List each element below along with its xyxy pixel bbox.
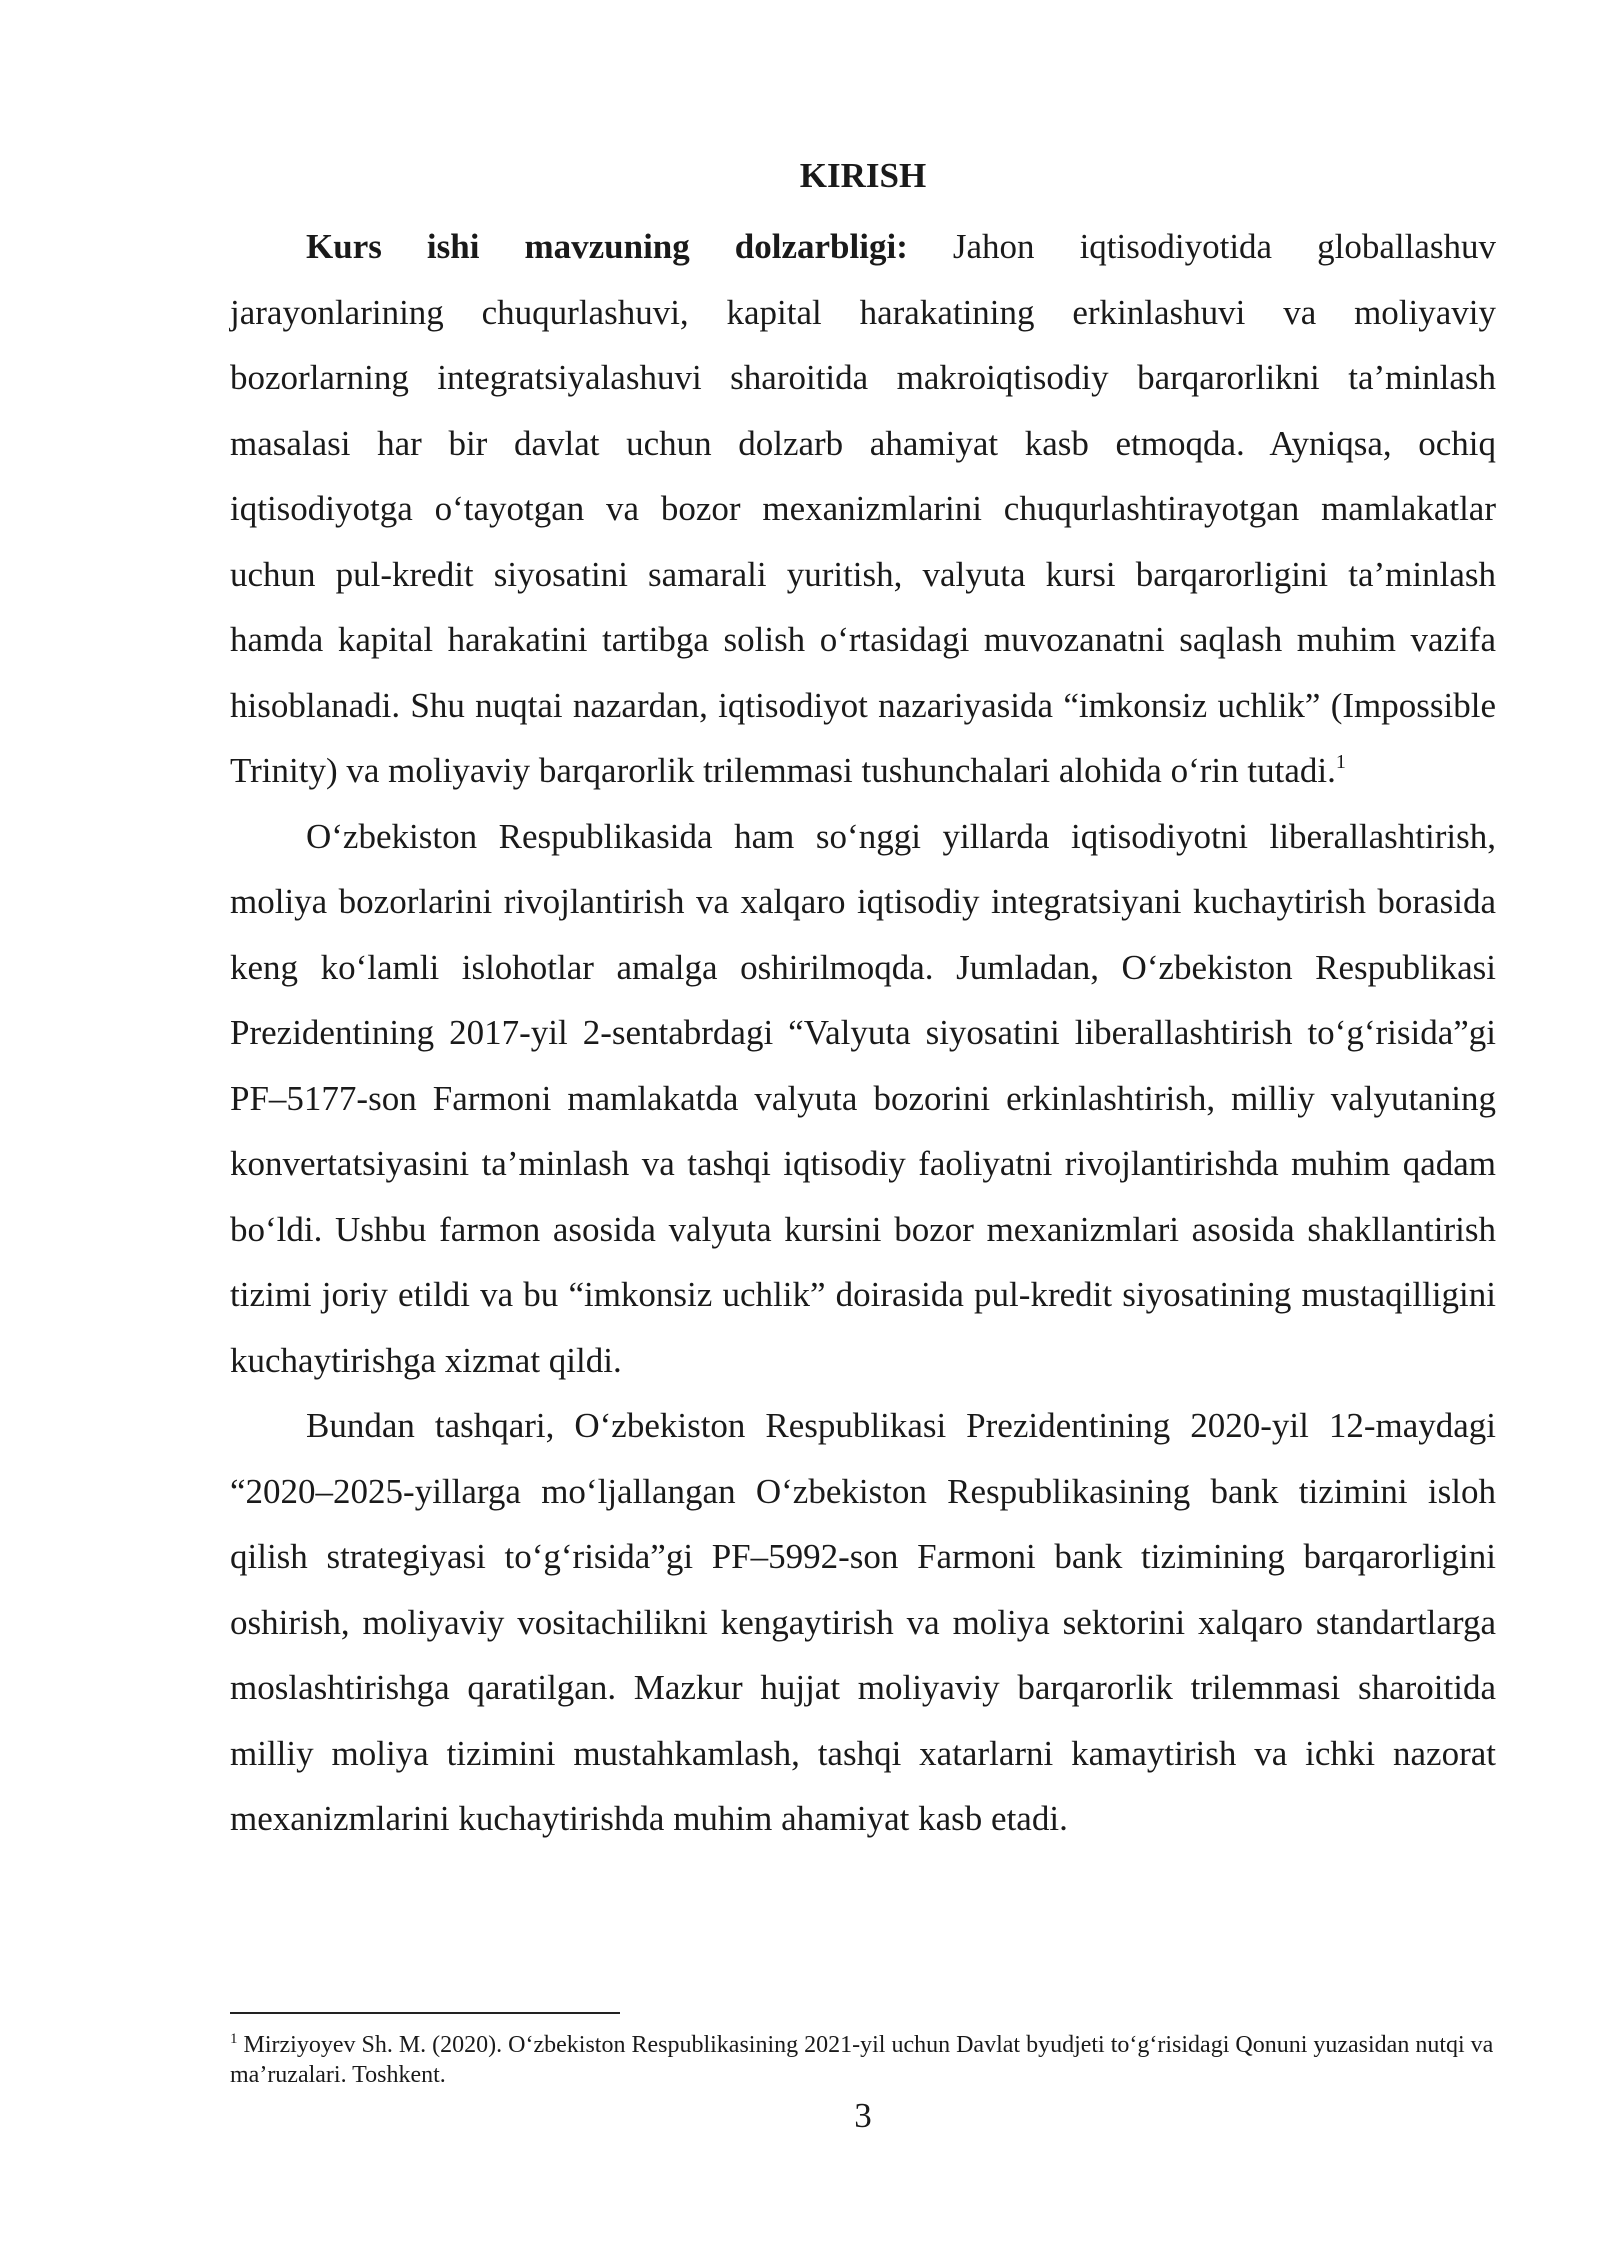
footnote-marker: 1: [230, 2031, 238, 2047]
page-number: 3: [854, 2096, 872, 2135]
footnote-text: Mirziyoyev Sh. M. (2020). O‘zbekiston Respublikasining 2021-yil uchun Davlat byudjeti to‘g‘risidagi Qonuni yuzasidan nutqi va ma’ruzalari. Toshkent.: [230, 2032, 1494, 2088]
paragraph-lead: Kurs ishi mavzuning dolzarbligi:: [306, 227, 908, 266]
footnote-reference[interactable]: 1: [1335, 751, 1346, 773]
paragraph-text: O‘zbekiston Respublikasida ham so‘nggi yillarda iqtisodiyotni liberallashtirish, moliya bozorlarini rivojlantirish va xalqaro iqtisodiy integratsiyani kuchaytirish borasida keng ko‘lamli islohotlar amalga oshirilmoqda. Jumladan, O‘zbekiston Respublikasi Prezidentining 2017-yil 2-sentabrdagi “Valyuta siyosatini liberallashtirish to‘g‘risida”gi PF–5177-son Farmoni mamlakatda valyuta bozorini erkinlashtirish, milliy valyutaning konvertatsiyasini ta’minlash va tashqi iqtisodiy faoliyatni rivojlantirishda muhim qadam bo‘ldi. Ushbu farmon asosida valyuta kursini bozor mexanizmlari asosida shakllantirish tizimi joriy etildi va bu “imkonsiz uchlik” doirasida pul-kredit siyosatining mustaqilligini kuchaytirishga xizmat qildi.: [230, 816, 1496, 1380]
paragraph-banking-strategy: [230, 1393, 1496, 1852]
paragraph-text: Bundan tashqari, O‘zbekiston Respublikasi Prezidentining 2020-yil 12-maydagi “2020–2025-yillarga mo‘ljallangan O‘zbekiston Respublikasining bank tizimini isloh qilish strategiyasi to‘g‘risida”gi PF–5992-son Farmoni bank tizimining barqarorligini oshirish, moliyaviy vositachilikni kengaytirish va moliya sektorini xalqaro standartlarga moslashtirishga qaratilgan. Mazkur hujjat moliyaviy barqarorlik trilemmasi sharoitida milliy moliya tizimini mustahkamlash, tashqi xatarlarni kamaytirish va ichki nazorat mexanizmlarini kuchaytirishda muhim ahamiyat kasb etadi.: [230, 1406, 1496, 1838]
footnote-divider: [230, 2012, 620, 2014]
paragraph-reforms: [230, 804, 1496, 1394]
footnote: [230, 2030, 1496, 2090]
page-body: [230, 148, 1496, 1852]
section-heading: KIRISH: [799, 156, 927, 195]
paragraph-relevance: [230, 214, 1496, 804]
paragraph-text: Jahon iqtisodiyotida globallashuv jarayonlarining chuqurlashuvi, kapital harakatining erkinlashuvi va moliyaviy bozorlarning integratsiyalashuvi sharoitida makroiqtisodiy barqarorlikni ta’minlash masalasi har bir davlat uchun dolzarb ahamiyat kasb etmoqda. Ayniqsa, ochiq iqtisodiyotga o‘tayotgan va bozor mexanizmlarini chuqurlashtirayotgan mamlakatlar uchun pul-kredit siyosatini samarali yuritish, valyuta kursi barqarorligini ta’minlash hamda kapital harakatini tartibga solish o‘rtasidagi muvozanatni saqlash muhim vazifa hisoblanadi. Shu nuqtai nazardan, iqtisodiyot nazariyasida “imkonsiz uchlik” (Impossible Trinity) va moliyaviy barqarorlik trilemmasi tushunchalari alohida o‘rin tutadi.: [230, 227, 1496, 790]
